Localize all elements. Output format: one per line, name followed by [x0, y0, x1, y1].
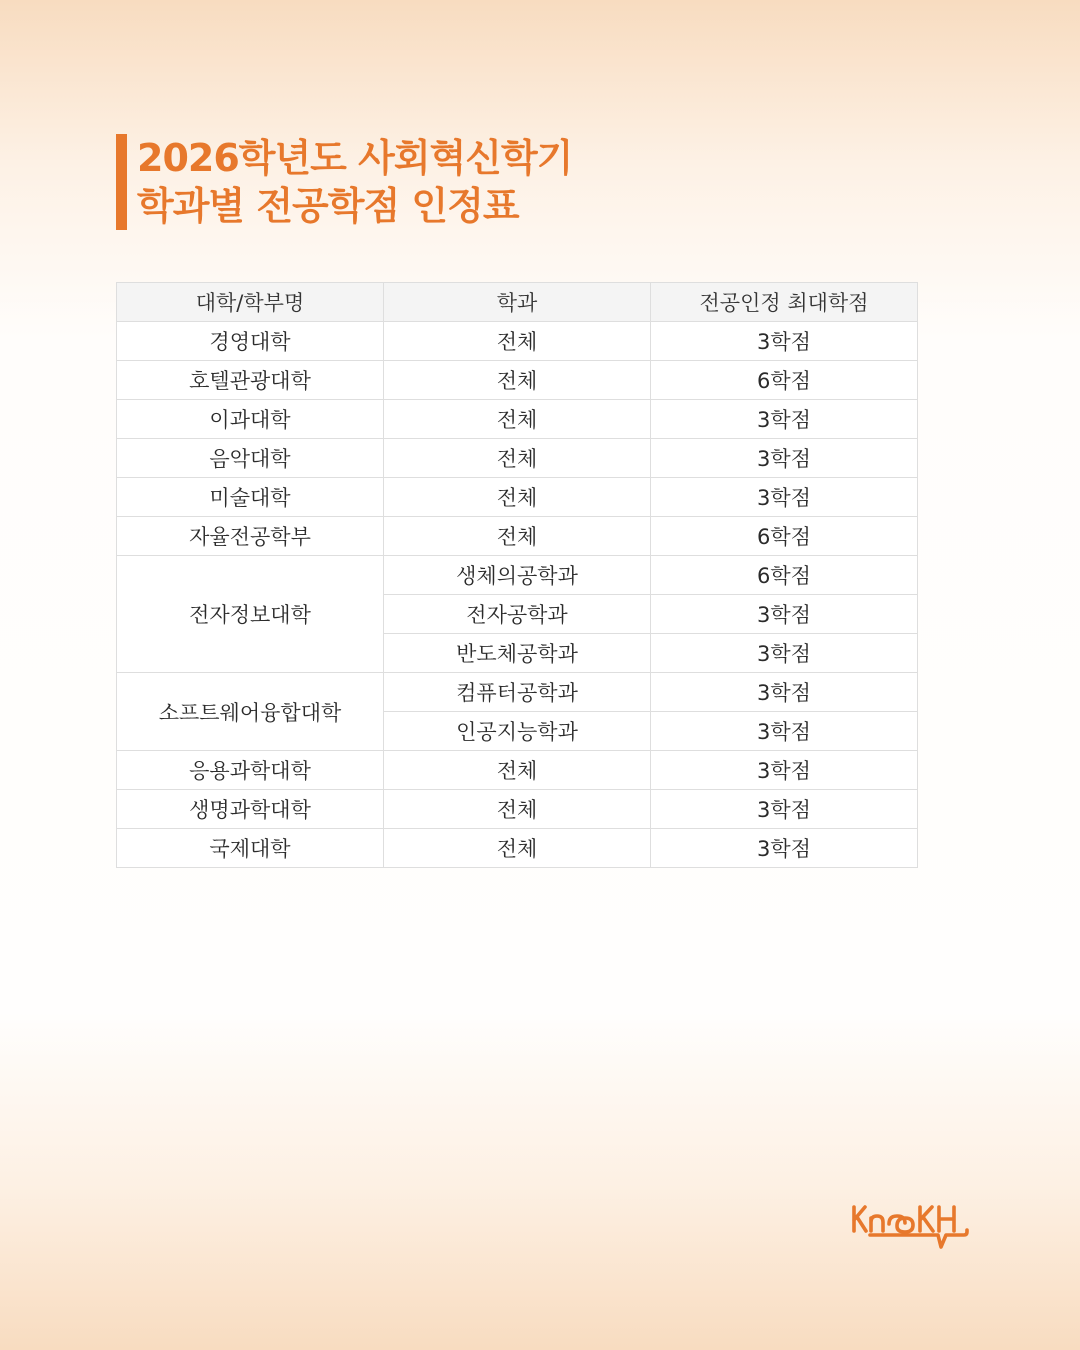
- table-row: [117, 790, 918, 829]
- credits-cell: 3학점: [651, 439, 918, 478]
- college-cell-merged: 전자정보대학: [117, 556, 384, 673]
- department-cell: 전체: [384, 361, 651, 400]
- department-cell: 반도체공학과: [384, 634, 651, 673]
- department-cell: 생체의공학과: [384, 556, 651, 595]
- department-cell: 전체: [384, 751, 651, 790]
- title-block: [116, 134, 572, 230]
- college-cell: 호텔관광대학: [117, 361, 384, 400]
- table-row: [117, 322, 918, 361]
- header-max-credits: 전공인정 최대학점: [651, 283, 918, 322]
- table-row: [117, 400, 918, 439]
- table-row: [117, 673, 918, 712]
- table-row: [117, 478, 918, 517]
- table-row: [117, 361, 918, 400]
- credits-cell: 3학점: [651, 829, 918, 868]
- college-cell: 미술대학: [117, 478, 384, 517]
- credits-cell: 3학점: [651, 712, 918, 751]
- header-college: 대학/학부명: [117, 283, 384, 322]
- department-cell: 컴퓨터공학과: [384, 673, 651, 712]
- credits-cell: 3학점: [651, 322, 918, 361]
- credits-cell: 6학점: [651, 556, 918, 595]
- header-department: 학과: [384, 283, 651, 322]
- title-accent-bar: [116, 134, 127, 230]
- knockkh-logo: [850, 1201, 972, 1259]
- credits-cell: 3학점: [651, 634, 918, 673]
- department-cell: 전자공학과: [384, 595, 651, 634]
- college-cell: 국제대학: [117, 829, 384, 868]
- credits-table: [116, 282, 918, 868]
- credits-cell: 3학점: [651, 595, 918, 634]
- college-cell: 이과대학: [117, 400, 384, 439]
- table-header-row: [117, 283, 918, 322]
- credits-cell: 3학점: [651, 400, 918, 439]
- college-cell: 응용과학대학: [117, 751, 384, 790]
- knockkh-logo-icon: [850, 1201, 972, 1255]
- table-row: [117, 439, 918, 478]
- page-title: [137, 134, 572, 230]
- college-cell-merged: 소프트웨어융합대학: [117, 673, 384, 751]
- table-row: [117, 751, 918, 790]
- table-row: [117, 556, 918, 595]
- title-line-2: 학과별 전공학점 인정표: [137, 184, 519, 228]
- credits-cell: 3학점: [651, 478, 918, 517]
- credits-cell: 3학점: [651, 673, 918, 712]
- college-cell: 음악대학: [117, 439, 384, 478]
- title-line-1: 2026학년도 사회혁신학기: [137, 136, 573, 180]
- credits-cell: 6학점: [651, 361, 918, 400]
- credits-cell: 6학점: [651, 517, 918, 556]
- department-cell: 전체: [384, 790, 651, 829]
- college-cell: 경영대학: [117, 322, 384, 361]
- table-row: [117, 829, 918, 868]
- department-cell: 인공지능학과: [384, 712, 651, 751]
- department-cell: 전체: [384, 439, 651, 478]
- credits-cell: 3학점: [651, 751, 918, 790]
- credits-cell: 3학점: [651, 790, 918, 829]
- department-cell: 전체: [384, 517, 651, 556]
- table-row: [117, 517, 918, 556]
- college-cell: 자율전공학부: [117, 517, 384, 556]
- department-cell: 전체: [384, 829, 651, 868]
- department-cell: 전체: [384, 400, 651, 439]
- department-cell: 전체: [384, 322, 651, 361]
- college-cell: 생명과학대학: [117, 790, 384, 829]
- department-cell: 전체: [384, 478, 651, 517]
